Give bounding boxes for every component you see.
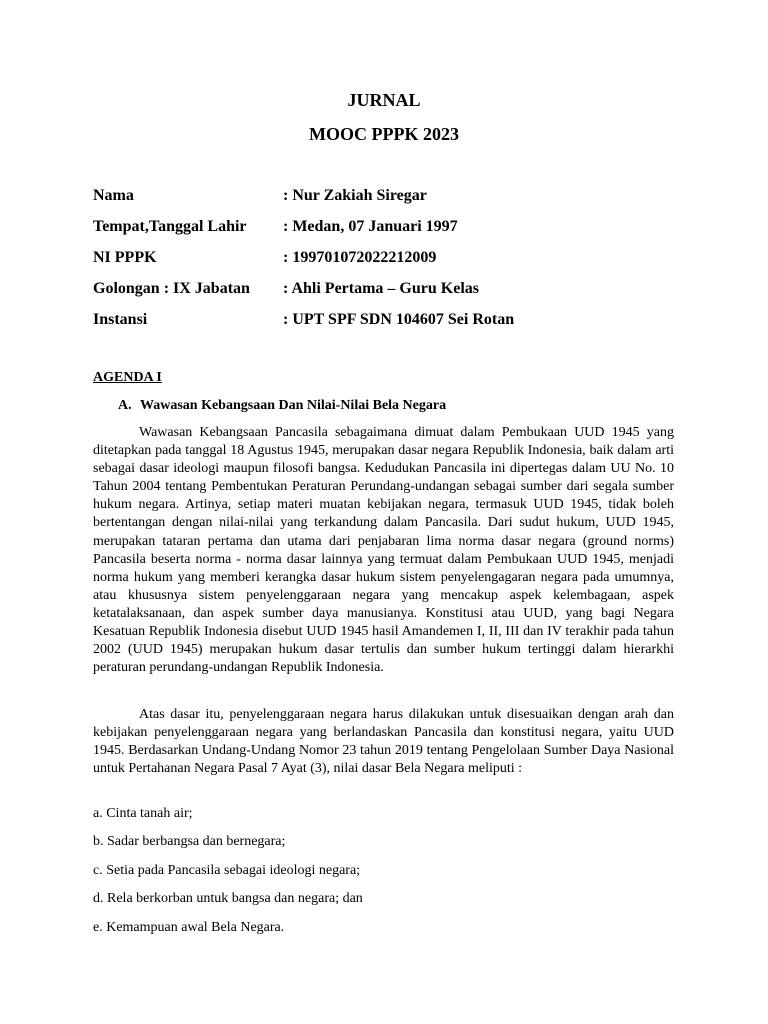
body-paragraph: Atas dasar itu, penyelenggaraan negara harus dilakukan untuk disesuaikan dengan arah dan kebijakan penyelenggaraan negara yang berlandaskan Pancasila dan konstitusi negara, yaitu UUD 1945. Berdasarkan Undang-Undang Nomor 23 tahun 2019 tentang Pengelolaan Sumber Daya Nasional untuk Pertahanan Negara Pasal 7 Ayat (3), nilai dasar Bela Negara meliputi : bbox=[93, 707, 674, 777]
document-title: JURNAL bbox=[347, 90, 421, 110]
value-list bbox=[93, 805, 674, 947]
list-item: b. Sadar berbangsa dan bernegara; bbox=[93, 834, 286, 850]
identity-row-birth bbox=[93, 217, 693, 248]
identity-row-golongan bbox=[93, 279, 693, 310]
section-title: Wawasan Kebangsaan Dan Nilai-Nilai Bela Negara bbox=[140, 398, 447, 413]
identity-value: : Nur Zakiah Siregar bbox=[283, 187, 427, 204]
identity-row-name bbox=[93, 186, 693, 217]
identity-label: Nama bbox=[93, 187, 134, 204]
identity-value: : Ahli Pertama – Guru Kelas bbox=[283, 280, 479, 297]
list-item: d. Rela berkorban untuk bangsa dan negara; dan bbox=[93, 891, 363, 907]
identity-value: : Medan, 07 Januari 1997 bbox=[283, 218, 458, 235]
identity-label: Instansi bbox=[93, 311, 148, 328]
identity-value: : UPT SPF SDN 104607 Sei Rotan bbox=[283, 311, 515, 328]
identity-label: NI PPPK bbox=[93, 249, 157, 266]
section-number: A. bbox=[118, 398, 132, 413]
identity-row-pppk bbox=[93, 248, 693, 279]
body-paragraph: Wawasan Kebangsaan Pancasila sebagaimana dimuat dalam Pembukaan UUD 1945 yang ditetapkan pada tanggal 18 Agustus 1945, merupakan dasar negara Republik Indonesia, baik dalam arti sebagai dasar ideologi maupun filosofi bangsa. Kedudukan Pancasila ini dipertegas dalam UU No. 10 Tahun 2004 tentang Pembentukan Peraturan Perundang-undangan sebagai sumber dari segala sumber hukum negara. Artinya, setiap materi muatan kebijakan negara, termasuk UUD 1945, tidak boleh bertentangan dengan nilai-nilai yang terkandung dalam Pancasila. Dari sudut hukum, UUD 1945, merupakan tataran pertama dan utama dari penjabaran lima norma dasar negara (ground norms) Pancasila beserta norma - norma dasar lainnya yang termuat dalam Pembukaan UUD 1945, menjadi norma hukum yang memberi kerangka dasar hukum sistem penyelengagaran negara pada umumnya, atau khususnya sistem penyelenggaraan negara yang mencakup aspek kelembagaan, aspek ketatalaksanaan, dan aspek sumber daya manusianya. Konstitusi atau UUD, yang bagi Negara Kesatuan Republik Indonesia disebut UUD 1945 hasil Amandemen I, II, III dan IV terakhir pada tahun 2002 (UUD 1945) merupakan hukum dasar tertulis dan sumber hukum tertinggi dalam hierarkhi peraturan perundang-undangan Republik Indonesia. bbox=[93, 425, 674, 676]
agenda-heading: AGENDA I bbox=[93, 370, 162, 385]
document-subtitle: MOOC PPPK 2023 bbox=[309, 124, 459, 144]
list-item: a. Cinta tanah air; bbox=[93, 806, 193, 821]
list-item: e. Kemampuan awal Bela Negara. bbox=[93, 919, 285, 935]
identity-value: : 199701072022212009 bbox=[283, 249, 437, 266]
section-heading bbox=[118, 397, 446, 415]
identity-label: Tempat,Tanggal Lahir bbox=[93, 218, 247, 235]
list-item: c. Setia pada Pancasila sebagai ideologi negara; bbox=[93, 862, 361, 878]
identity-row-instansi bbox=[93, 310, 693, 341]
identity-label: Golongan : IX Jabatan bbox=[93, 280, 250, 297]
identity-table bbox=[93, 186, 693, 341]
